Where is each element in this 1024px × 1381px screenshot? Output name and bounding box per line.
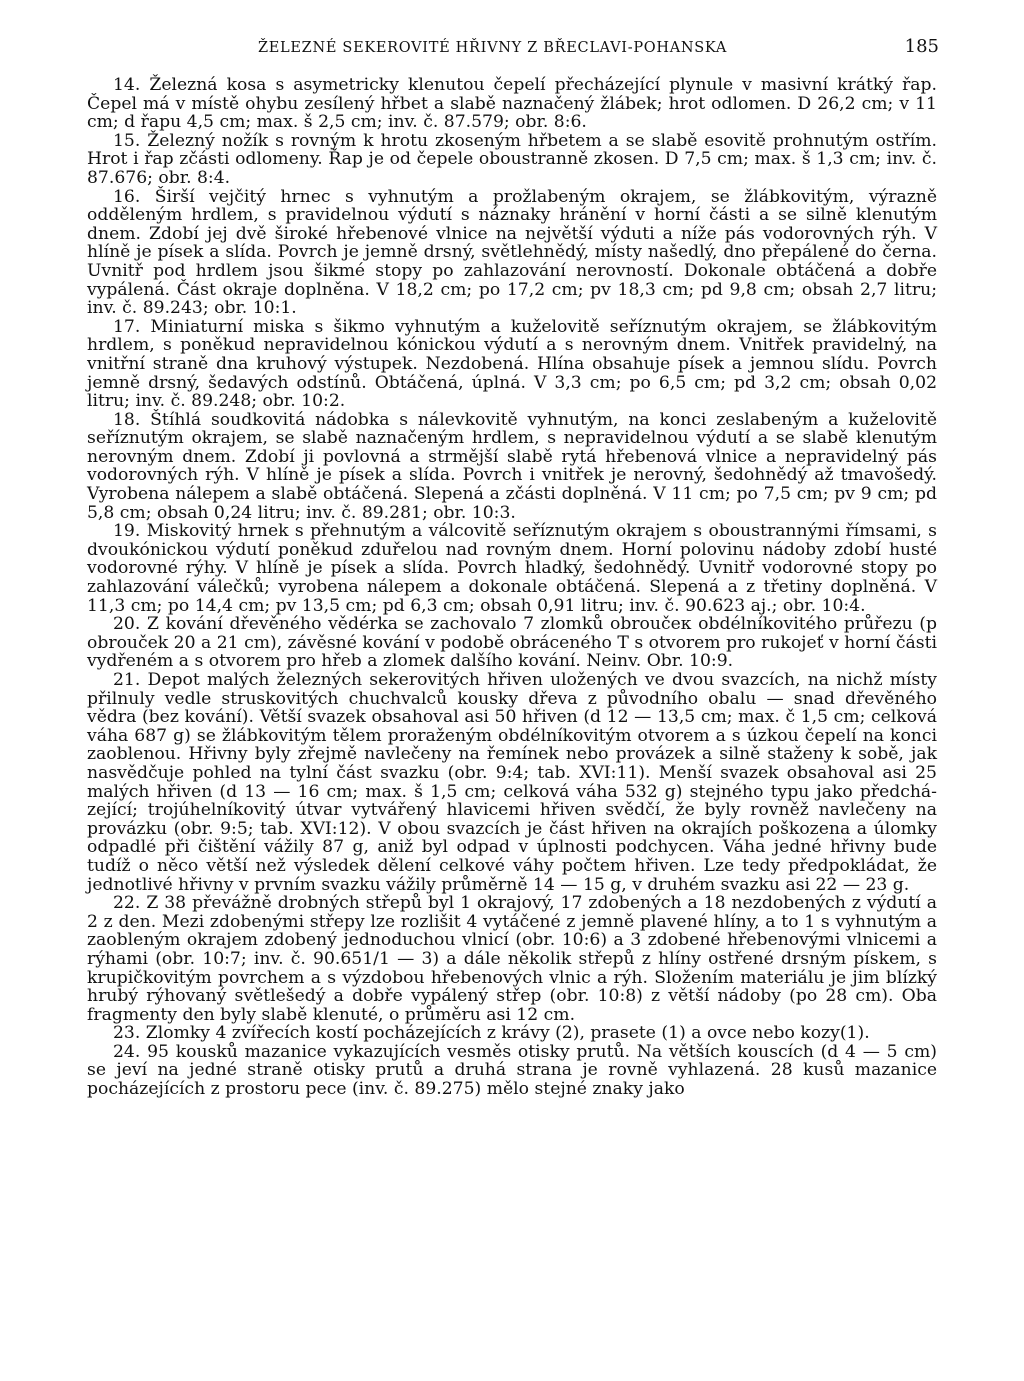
entry-15: 15. Železný nožík s rovným k hrotu zkoseným hřbetem a se slabě esovitě prohnutým ostřím. Hrot i řap zčásti odlomeny. Řap je od čepele oboustranně zkosen. D 7,5 cm; max. š 1,3 cm; inv. č. 87.676; obr. 8:4. [87, 130, 937, 188]
entry-18: 18. Štíhlá soudkovitá nádobka s nálevkovitě vyhnutým, na konci zeslabeným a kuželovitě seříznutým okrajem, se slabě naznačeným hrdlem, s nepravidelnou výdutí a se slabě klenutým nerovným dnem. Zdobí ji povlovná a strmější slabě rytá hřebenová vlnice a nepravidelný pás vodorovných rýh. V hlíně je písek a slída. Povrch i vnitřek je nerovný, šedohnědý až tmavošedý. Vyrobena nálepem a slabě obtáčená. Slepená a zčásti doplněná. V 11 cm; po 7,5 cm; pv 9 cm; pd 5,8 cm; obsah 0,24 litru; inv. č. 89.281; obr. 10:3. [87, 409, 937, 523]
running-title: ŽELEZNÉ SEKEROVITÉ HŘIVNY Z BŘECLAVI-POHANSKA [258, 40, 728, 56]
page-number: 185 [904, 36, 939, 57]
running-header [258, 36, 939, 57]
entry-16: 16. Širší vejčitý hrnec s vyhnutým a prožlabeným okrajem, se žlábkovitým, výrazně odděleným hrdlem, s pravidelnou výdutí s náznaky hránění v horní části a se silně klenutým dnem. Zdobí jej dvě široké hřebenové vlnice na největší výduti a níže pás vodorovných rýh. V hlíně je písek a slída. Povrch je jemně drsný, světlehnědý, místy našedlý, dno přepálené do černa. Uvnitř pod hrdlem jsou šikmé stopy po zahlazování nerovností. Dokonale obtáčená a dobře vypálená. Část okraje doplněna. V 18,2 cm; po 17,2 cm; pv 18,3 cm; pd 9,8 cm; obsah 2,7 litru; inv. č. 89.243; obr. 10:1. [87, 186, 937, 319]
entry-14: 14. Železná kosa s asymetricky klenutou čepelí přecházející plynule v masivní krátký řap. Čepel má v místě ohybu zesílený hřbet a slabě naznačený žlábek; hrot odlomen. D 26,2 cm; v 11 cm; d řapu 4,5 cm; max. š 2,5 cm; inv. č. 87.579; obr. 8:6. [87, 75, 937, 133]
body-text [87, 76, 937, 1099]
entry-21: 21. Depot malých železných sekerovitých hřiven uložených ve dvou svazcích, na nichž místy přilnuly vedle struskovitých chuchvalců kousky dřeva z původního obalu — snad dřevěného vědra (bez kování). Větší svazek obsahoval asi 50 hřiven (d 12 — 13,5 cm; max. č 1,5 cm; celková váha 687 g) se žlábkovitým tělem proraženým obdélníkovitým otvorem a s úzkou čepelí na konci zaoblenou. Hřivny byly zřejmě navlečeny na řemínek nebo provázek a silně staženy k sobě, jak nasvědčuje pohled na tylní část svazku (obr. 9:4; tab. XVI:11). Menší svazek obsahoval asi 25 malých hřiven (d 13 — 16 cm; max. š 1,5 cm; celková váha 532 g) stejného typu jako předchá-zející; trojúhelníkovitý útvar vytvářený hlavicemi hřiven svědčí, že byly rovněž navlečeny na provázku (obr. 9:5; tab. XVI:12). V obou svazcích je část hřiven na okrajích poškozena a úlomky odpadlé při čištění vážily 87 g, aniž byl odpad v úplnosti podchycen. Váha jedné hřivny bude tudíž o něco větší než výsledek dělení celkové váhy počtem hřiven. Lze tedy předpokládat, že jednotlivé hřivny v prvním svazku vážily průměrně 14 — 15 g, v druhém svazku asi 22 — 23 g. [87, 670, 937, 895]
entry-19: 19. Miskovitý hrnek s přehnutým a válcovitě seříznutým okrajem s oboustrannými římsami, s dvoukónickou výdutí poněkud zduřelou nad rovným dnem. Horní polovinu nádoby zdobí husté vodorovné rýhy. V hlíně je písek a slída. Povrch hladký, šedohnědý. Uvnitř vodorovné stopy po zahlazování válečků; vyrobena nálepem a dokonale obtáčená. Slepená a z třetiny doplněná. V 11,3 cm; po 14,4 cm; pv 13,5 cm; pd 6,3 cm; obsah 0,91 litru; inv. č. 90.623 aj.; obr. 10:4. [87, 521, 937, 616]
entry-17: 17. Miniaturní miska s šikmo vyhnutým a kuželovitě seříznutým okrajem, se žlábkovitým hrdlem, s poněkud nepravidelnou kónickou výdutí a s nerovným dnem. Vnitřek pravidelný, na vnitřní straně dna kruhový výstupek. Nezdobená. Hlína obsahuje písek a jemnou slídu. Povrch jemně drsný, šedavých odstínů. Obtáčená, úplná. V 3,3 cm; po 6,5 cm; pd 3,2 cm; obsah 0,02 litru; inv. č. 89.248; obr. 10:2. [87, 316, 937, 412]
entry-24: 24. 95 kousků mazanice vykazujících vesměs otisky prutů. Na větších kouscích (d 4 — 5 cm) se jeví na jedné straně otisky prutů a druhá strana je rovně vyhlazená. 28 kusů mazanice pocházejících z prostoru pece (inv. č. 89.275) mělo stejné znaky jako [87, 1041, 937, 1100]
entry-20: 20. Z kování dřevěného vědérka se zachovalo 7 zlomků obroučeк obdélníkovitého průřezu (p obrouček 20 a 21 cm), závěsné kování v podobě obráceného T s otvorem pro rukojeť v horní části vydřeném a s otvorem pro hřeb a zlomek dalšího kování. Neinv. Obr. 10:9. [87, 614, 937, 672]
entry-22: 22. Z 38 převážně drobných střepů byl 1 okrajový, 17 zdobených a 18 nezdobených z výdutí a 2 z den. Mezi zdobenými střepy lze rozlišit 4 vytáčené z jemně plavené hlíny, a to 1 s vyhnutým a zaobleným okrajem zdobený jednoduchou vlnicí (obr. 10:6) a 3 zdobené hřebenovými vlnicemi a rýhami (obr. 10:7; inv. č. 90.651/1 — 3) a dále několik střepů z hlíny ostřené drsným pískem, s krupičkovitým povrchem a s výzdobou hřebenových vlnic a rýh. Složením materiálu je jim blízký hrubý rýhovaný světlešedý a dobře vypálený střep (obr. 10:8) z větší nádoby (po 28 cm). Oba fragmenty den byly slabě klenuté, o průměru asi 12 cm. [87, 893, 937, 1025]
entry-23: 23. Zlomky 4 zvířecích kostí pocházejících z krávy (2), prasete (1) a ovce nebo kozy(1). [113, 1023, 870, 1044]
